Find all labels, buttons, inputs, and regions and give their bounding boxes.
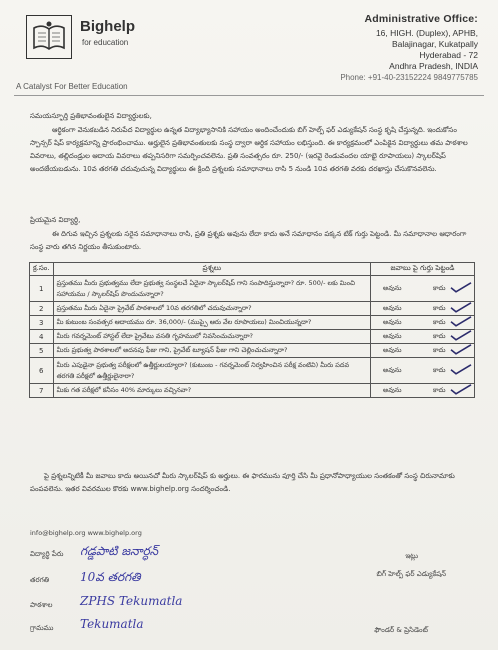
table-row <box>30 276 475 302</box>
yes-option[interactable]: అవును <box>383 365 402 374</box>
question-text: మీరు గవర్నమెంట్ హాస్టల్ లేదా ప్రైవేటు వసతి గృహములో నివసించుచున్నారా? <box>53 330 370 344</box>
tick-mark-icon <box>449 383 473 395</box>
row-number: 5 <box>30 344 54 358</box>
answer-cell[interactable] <box>371 276 475 302</box>
yes-option[interactable]: అవును <box>383 385 402 394</box>
field-label-school: పాఠశాల <box>30 601 53 609</box>
no-option[interactable]: కాదు <box>433 385 446 394</box>
row-number: 2 <box>30 302 54 316</box>
question-text: మీ కుటుంబ సంవత్సర ఆదాయము రూ. 36,000/- (ముప్పై ఆరు వేల రూపాయలు) మించియున్నదా? <box>53 316 370 330</box>
no-option[interactable]: కాదు <box>433 331 446 340</box>
yes-option[interactable]: అవును <box>383 283 402 292</box>
row-number: 4 <box>30 330 54 344</box>
sign-off: ఇట్లు <box>405 552 418 560</box>
closing-paragraph <box>30 470 476 497</box>
answer-cell[interactable] <box>371 302 475 316</box>
yes-option[interactable]: అవును <box>383 345 402 354</box>
no-option[interactable]: కాదు <box>433 283 446 292</box>
answer-cell[interactable] <box>371 330 475 344</box>
question-text: మీరు ఎపుడైనా ప్రభుత్వ పరీక్షలలో ఉత్తీర్ణులయ్యారా? (కుటుంబ - గవర్నమెంట్ నిర్వహించిన పరీక్ష వంటివి) మీరు పదవ తరగతి పరీక్షలో ఉత్తీర్ణులైనారా? <box>53 358 370 384</box>
address-line: Andhra Pradesh, INDIA <box>389 61 478 71</box>
handwritten-village: Tekumatla <box>80 617 144 631</box>
col-serial-header: క్ర.సం. <box>30 263 54 276</box>
brand-name: Bighelp <box>80 18 135 35</box>
signatory-org: బిగ్ హెల్ప్ ఫర్ ఎడ్యుకేషన్ <box>376 570 446 578</box>
table-row <box>30 330 475 344</box>
instructions-paragraph <box>30 228 476 255</box>
question-text: ప్రస్తుతము మీరు ప్రభుత్వము లేదా ప్రభుత్వ సంస్థలచే ఏదైనా స్కాలర్‌షిప్ గాని సంపాదిస్తున్నారా? రూ. 500/- లకు మించి సహాయము / స్కాలర్‌షిప్ పొందుచున్నారా? <box>53 276 370 302</box>
col-answer-header: జవాబు పై గుర్తు పెట్టండి <box>371 263 475 276</box>
tagline: A Catalyst For Better Education <box>16 82 128 91</box>
header-divider <box>14 95 484 96</box>
office-address <box>340 14 478 83</box>
no-option[interactable]: కాదు <box>433 303 446 312</box>
paragraph-text: పై ప్రశ్నలన్నిటికీ మీ జవాబు కాదు అయినచో మీరు స్కాలర్‌షిప్ కు అర్హులు. ఈ ఫారమును పూర్తి చేసి మీ ప్రధానోపాధ్యాయుల సంతకంతో సంస్థ చిరునామాకు పంపవలెను. ఇతర వివరముల కొరకు www.bighelp.org సందర్శించండి. <box>30 472 455 493</box>
table-row <box>30 344 475 358</box>
intro-paragraph <box>30 124 476 177</box>
contact-web: info@bighelp.org www.bighelp.org <box>30 529 142 537</box>
tick-mark-icon <box>449 301 473 313</box>
table-row <box>30 316 475 330</box>
question-text: మీరు ప్రభుత్వ పాఠశాలలో అదనపు ఫీజు గాని, ప్రైవేట్ ట్యూషన్ ఫీజు గాని చెల్లించుచున్నారా? <box>53 344 370 358</box>
paragraph-text: ఆర్థికంగా వెనుకబడిన నిరుపేద విద్యార్థుల ఉన్నత విద్యాభ్యాసానికి సహాయం అందించేందుకు బిగ్ హెల్ప్ ఫర్ ఎడ్యుకేషన్ సంస్థ కృషి చేస్తున్నది. ఇందుకోసం స్పాన్సర్ షిప్ కార్యక్రమాన్ని ప్రారంభించాము. అర్హులైన ప్రతిభావంతులకు సంస్థ ద్వారా ఆర్థిక సహాయం లభిస్తుంది. ఈ కార్యక్రమంలో ఎంపికైన విద్యార్థులు తమ పాఠశాల వివరాలు, తల్లిదండ్రుల ఆదాయ వివరాలు తప్పనిసరిగా సమర్పించవలెను. ప్రతి సంవత్సరం రూ. 250/- (ఇరవై రెండువందల యాభై రూపాయలు) స్కాలర్‌షిప్ అందజేయబడును. 10వ తరగతి చదువుచున్న విద్యార్థులు ఈ క్రింది ప్రశ్నలకు సమాధానాలు రాసి 5 నుండి 10వ తరగతి వరకు దరఖాస్తు చేసుకొనవలెను. <box>30 126 468 173</box>
row-number: 1 <box>30 276 54 302</box>
answer-cell[interactable] <box>371 358 475 384</box>
handwritten-class: 10వ తరగతి <box>80 570 141 584</box>
phone-number: Phone: +91-40-23152224 9849775785 <box>340 73 478 82</box>
student-greeting: ప్రియమైన విద్యార్థి, <box>30 216 81 224</box>
office-title: Administrative Office: <box>364 13 478 25</box>
yes-option[interactable]: అవును <box>383 331 402 340</box>
field-label-class: తరగతి <box>30 576 50 584</box>
table-row <box>30 302 475 316</box>
answer-cell[interactable] <box>371 384 475 398</box>
no-option[interactable]: కాదు <box>433 345 446 354</box>
yes-option[interactable]: అవును <box>383 317 402 326</box>
address-line: 16, HIGH. (Duplex), APHB, <box>375 28 478 38</box>
row-number: 3 <box>30 316 54 330</box>
tick-mark-icon <box>449 281 473 293</box>
paragraph-text: ఈ దిగువ ఇచ్చిన ప్రశ్నలకు సరైన సమాధానాలు రాసి, ప్రతి ప్రశ్నకు అవును లేదా కాదు అనే సమాధానం పక్కన టిక్ గుర్తు పెట్టండి. మీ సమాధానాల ఆధారంగా సంస్థ వారు తగిన నిర్ణయం తీసుకుంటారు. <box>30 230 467 251</box>
table-header-row <box>30 263 475 276</box>
questions-table <box>29 262 475 398</box>
tick-mark-icon <box>449 329 473 341</box>
brand-subtitle: for education <box>82 38 129 47</box>
greeting: సమయస్ఫూర్తి ప్రతిభావంతులైన విద్యార్థులకు, <box>30 112 152 120</box>
tick-mark-icon <box>449 315 473 327</box>
table-row <box>30 384 475 398</box>
address-line: Balajinagar, Kukatpally <box>391 39 478 49</box>
col-question-header: ప్రశ్నలు <box>53 263 370 276</box>
question-text: ప్రస్తుతము మీరు ఏదైనా ప్రైవేట్ పాఠశాలలో 10వ తరగతిలో చదువుచున్నారా? <box>53 302 370 316</box>
question-text: మీకు గత పరీక్షలో కనీసం 40% మార్కులు వచ్చినవా? <box>53 384 370 398</box>
handwritten-student-name: గడ్డపాటి జనార్ధన్ <box>80 544 159 558</box>
field-label-name: విద్యార్థి పేరు <box>30 550 64 558</box>
no-option[interactable]: కాదు <box>433 317 446 326</box>
yes-option[interactable]: అవును <box>383 303 402 312</box>
signatory-role: ఫౌండర్ & ప్రెసిడెంట్ <box>374 626 428 634</box>
row-number: 7 <box>30 384 54 398</box>
answer-cell[interactable] <box>371 316 475 330</box>
no-option[interactable]: కాదు <box>433 365 446 374</box>
table-row <box>30 358 475 384</box>
tick-mark-icon <box>449 343 473 355</box>
tick-mark-icon <box>449 363 473 375</box>
answer-cell[interactable] <box>371 344 475 358</box>
address-line: Hyderabad - 72 <box>419 50 478 60</box>
row-number: 6 <box>30 358 54 384</box>
field-label-village: గ్రామము <box>30 624 54 632</box>
handwritten-school: ZPHS Tekumatla <box>80 594 183 608</box>
book-logo-icon <box>26 15 72 59</box>
